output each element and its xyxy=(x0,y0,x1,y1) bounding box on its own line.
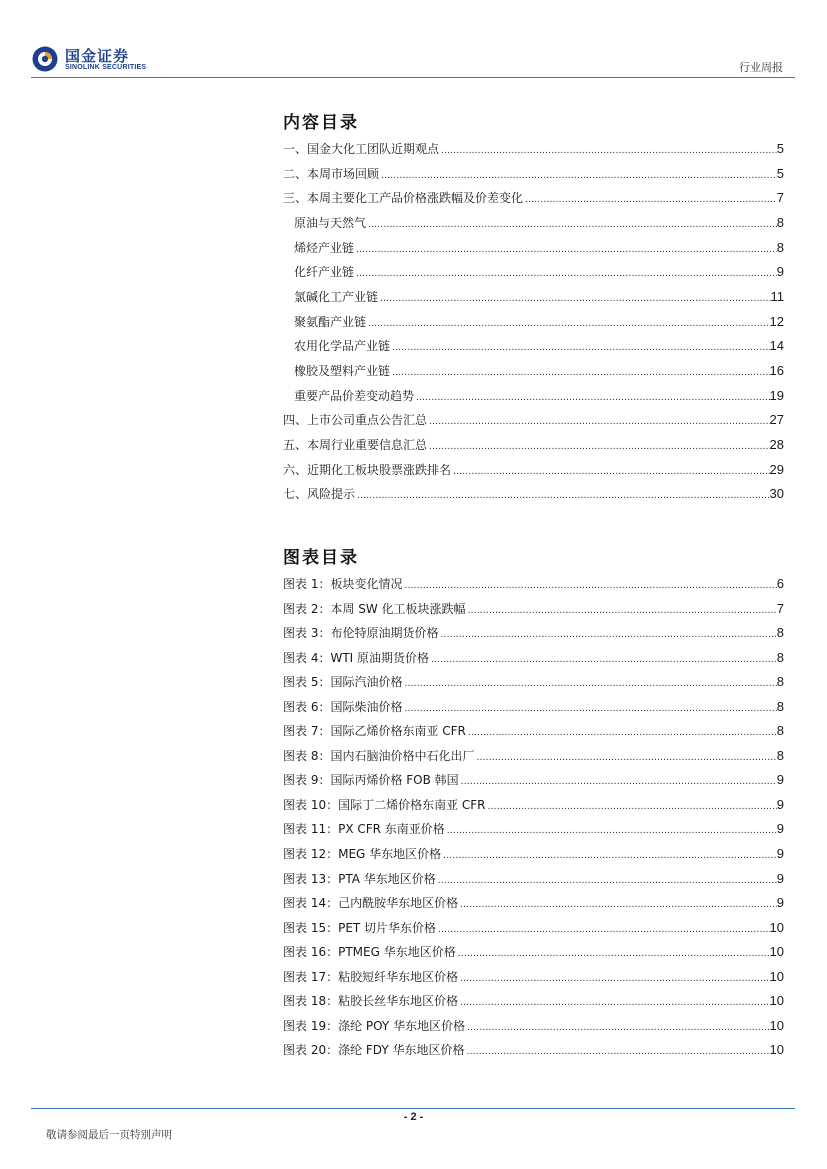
figure-entry-page: 9 xyxy=(776,870,784,886)
figure-entry-page: 10 xyxy=(769,993,784,1009)
figure-entry[interactable] xyxy=(283,771,784,796)
dot-leader xyxy=(402,581,776,591)
figure-entry-label: 图表 4：WTI 原油期货价格 xyxy=(283,650,429,665)
dot-leader xyxy=(459,777,777,787)
logo-english-name: SINOLINK SECURITIES xyxy=(65,64,147,71)
toc-subentry[interactable] xyxy=(283,362,784,387)
figure-entry-label: 图表 9：国际丙烯价格 FOB 韩国 xyxy=(283,773,459,788)
figure-entry-page: 10 xyxy=(769,919,784,935)
figure-entry-page: 8 xyxy=(776,674,784,690)
dot-leader xyxy=(354,245,777,255)
figure-entry[interactable] xyxy=(283,649,784,674)
toc-entry[interactable] xyxy=(283,436,784,461)
toc-entry[interactable] xyxy=(283,411,784,436)
dot-leader xyxy=(458,998,769,1008)
figure-entry[interactable] xyxy=(283,870,784,895)
dot-leader xyxy=(390,343,770,353)
dot-leader xyxy=(474,753,776,763)
figure-entry-label: 图表 3：布伦特原油期货价格 xyxy=(283,626,439,641)
toc-entry[interactable] xyxy=(283,485,784,510)
dot-leader xyxy=(427,417,770,427)
dot-leader xyxy=(438,630,776,640)
figure-entry-label: 图表 18：粘胶长丝华东地区价格 xyxy=(283,994,459,1009)
dot-leader xyxy=(445,826,777,836)
toc-entry-page: 16 xyxy=(769,362,784,378)
toc-entry-page: 27 xyxy=(769,412,784,428)
toc-entry-label: 七、风险提示 xyxy=(283,487,356,502)
toc-entry-page: 19 xyxy=(769,387,784,403)
figure-entry[interactable] xyxy=(283,575,784,600)
figure-entry[interactable] xyxy=(283,894,784,919)
toc-subentry[interactable] xyxy=(283,288,784,313)
figure-entry[interactable] xyxy=(283,992,784,1017)
toc-entry-label: 四、上市公司重点公告汇总 xyxy=(283,413,428,428)
dot-leader xyxy=(436,925,769,935)
figure-entry[interactable] xyxy=(283,747,784,772)
figure-entry[interactable] xyxy=(283,1017,784,1042)
page-header xyxy=(0,0,827,80)
dot-leader xyxy=(427,442,770,452)
figure-entry-label: 图表 17：粘胶短纤华东地区价格 xyxy=(283,969,459,984)
toc-entry-label: 氯碱化工产业链 xyxy=(294,289,379,304)
disclaimer-note: 敬请参阅最后一页特别声明 xyxy=(46,1129,172,1141)
toc-entry-page: 8 xyxy=(776,239,784,255)
figure-entry-label: 图表 15：PET 切片华东价格 xyxy=(283,920,437,935)
toc-entry-page: 14 xyxy=(769,338,784,354)
figure-entry-label: 图表 10：国际丁二烯价格东南亚 CFR xyxy=(283,797,486,812)
figure-entry[interactable] xyxy=(283,698,784,723)
figure-entry-page: 8 xyxy=(776,723,784,739)
figure-entry-label: 图表 7：国际乙烯价格东南亚 CFR xyxy=(283,724,466,739)
toc-entry-page: 29 xyxy=(769,461,784,477)
toc-entry-label: 烯烃产业链 xyxy=(294,240,355,255)
figure-entry[interactable] xyxy=(283,943,784,968)
figure-entry-page: 8 xyxy=(776,625,784,641)
dot-leader xyxy=(366,319,770,329)
dot-leader xyxy=(355,491,770,501)
dot-leader xyxy=(402,704,776,714)
figure-entry-page: 9 xyxy=(776,895,784,911)
figure-entry-label: 图表 1：板块变化情况 xyxy=(283,577,403,591)
report-type-label: 行业周报 xyxy=(739,61,783,74)
sinolink-logo-icon xyxy=(31,45,59,73)
toc-entry[interactable] xyxy=(283,165,784,190)
page-number: - 2 - xyxy=(403,1111,424,1123)
dot-leader xyxy=(378,294,770,304)
figure-entry-page: 10 xyxy=(769,944,784,960)
figure-entry-page: 10 xyxy=(769,968,784,984)
toc-entry-page: 7 xyxy=(776,190,784,206)
logo-chinese-name: 国金证券 xyxy=(65,47,130,65)
figure-entry[interactable] xyxy=(283,624,784,649)
dot-leader xyxy=(390,368,770,378)
toc-entry-page: 5 xyxy=(776,165,784,181)
dot-leader xyxy=(354,269,777,279)
dot-leader xyxy=(466,606,777,616)
contents-list xyxy=(283,140,784,510)
toc-entry-page: 8 xyxy=(776,214,784,230)
figure-entry-page: 9 xyxy=(776,821,784,837)
figure-entry-label: 图表 16：PTMEG 华东地区价格 xyxy=(283,945,456,960)
dot-leader xyxy=(458,974,769,984)
contents-title: 内容目录 xyxy=(283,113,359,133)
toc-subentry[interactable] xyxy=(283,313,784,338)
figure-entry[interactable] xyxy=(283,600,784,625)
dot-leader xyxy=(458,900,777,910)
toc-entry-label: 重要产品价差变动趋势 xyxy=(294,388,415,403)
figure-entry-page: 10 xyxy=(769,1042,784,1058)
toc-entry[interactable] xyxy=(283,189,784,214)
figure-entry-page: 8 xyxy=(776,698,784,714)
figure-entry-label: 图表 20：涤纶 FDY 华东地区价格 xyxy=(283,1043,465,1058)
figure-entry-label: 图表 12：MEG 华东地区价格 xyxy=(283,847,442,862)
figure-entry-label: 图表 2：本周 SW 化工板块涨跌幅 xyxy=(283,601,466,616)
dot-leader xyxy=(523,195,777,205)
toc-entry-page: 5 xyxy=(776,141,784,156)
toc-entry-label: 原油与天然气 xyxy=(294,215,367,230)
toc-entry-label: 六、近期化工板块股票涨跌排名 xyxy=(283,462,452,477)
toc-entry-page: 30 xyxy=(769,486,784,502)
toc-entry[interactable] xyxy=(283,461,784,486)
dot-leader xyxy=(414,393,770,403)
toc-entry-page: 12 xyxy=(769,313,784,329)
dot-leader xyxy=(486,802,777,812)
dot-leader xyxy=(436,876,777,886)
dot-leader xyxy=(465,1023,769,1033)
figure-entry[interactable] xyxy=(283,820,784,845)
figure-entry-page: 6 xyxy=(776,576,784,591)
toc-subentry[interactable] xyxy=(283,337,784,362)
toc-entry-label: 化纤产业链 xyxy=(294,265,355,280)
figure-entry[interactable] xyxy=(283,722,784,747)
toc-subentry[interactable] xyxy=(283,214,784,239)
toc-subentry[interactable] xyxy=(283,239,784,264)
figure-entry-label: 图表 14：己内酰胺华东地区价格 xyxy=(283,896,459,911)
figure-entry[interactable] xyxy=(283,968,784,993)
toc-subentry[interactable] xyxy=(283,263,784,288)
figure-entry-page: 10 xyxy=(769,1017,784,1033)
toc-entry-label: 二、本周市场回顾 xyxy=(283,166,380,181)
toc-entry-label: 三、本周主要化工产品价格涨跌幅及价差变化 xyxy=(283,191,524,206)
footer-divider xyxy=(31,1108,795,1109)
dot-leader xyxy=(429,655,777,665)
figure-entry-label: 图表 19：涤纶 POY 华东地区价格 xyxy=(283,1018,466,1033)
figure-entry-page: 7 xyxy=(776,600,784,616)
figure-entry-page: 8 xyxy=(776,747,784,763)
figure-entry[interactable] xyxy=(283,845,784,870)
dot-leader xyxy=(466,728,777,738)
header-divider xyxy=(31,77,795,78)
toc-entry-page: 9 xyxy=(776,264,784,280)
dot-leader xyxy=(402,679,776,689)
figure-entry-label: 图表 6：国际柴油价格 xyxy=(283,699,403,714)
toc-entry-label: 农用化学品产业链 xyxy=(294,339,391,354)
figure-entry-page: 9 xyxy=(776,846,784,862)
figure-entry[interactable] xyxy=(283,796,784,821)
figure-entry-page: 9 xyxy=(776,772,784,788)
toc-entry-page: 28 xyxy=(769,436,784,452)
toc-entry-label: 五、本周行业重要信息汇总 xyxy=(283,437,428,452)
toc-entry-label: 橡胶及塑料产业链 xyxy=(294,363,391,378)
figures-list xyxy=(283,575,784,1066)
toc-entry-page: 11 xyxy=(770,288,784,304)
dot-leader xyxy=(366,220,777,230)
figure-entry[interactable] xyxy=(283,673,784,698)
figure-entry-page: 9 xyxy=(776,796,784,812)
figure-entry[interactable] xyxy=(283,1041,784,1066)
figures-title: 图表目录 xyxy=(283,548,359,568)
figure-entry[interactable] xyxy=(283,919,784,944)
toc-subentry[interactable] xyxy=(283,387,784,412)
dot-leader xyxy=(379,171,777,181)
figure-entry-label: 图表 5：国际汽油价格 xyxy=(283,675,403,690)
dot-leader xyxy=(456,949,770,959)
sinolink-logo xyxy=(31,45,151,75)
toc-entry-label: 聚氨酯产业链 xyxy=(294,314,367,329)
figure-entry-label: 图表 11：PX CFR 东南亚价格 xyxy=(283,822,445,837)
toc-entry-label: 一、国金大化工团队近期观点 xyxy=(283,142,440,156)
dot-leader xyxy=(465,1047,770,1057)
figure-entry-page: 8 xyxy=(776,649,784,665)
dot-leader xyxy=(451,467,770,477)
figure-entry-label: 图表 13：PTA 华东地区价格 xyxy=(283,871,436,886)
dot-leader xyxy=(439,146,777,156)
figure-entry-label: 图表 8：国内石脑油价格中石化出厂 xyxy=(283,748,475,763)
toc-entry[interactable] xyxy=(283,140,784,165)
dot-leader xyxy=(441,851,777,861)
